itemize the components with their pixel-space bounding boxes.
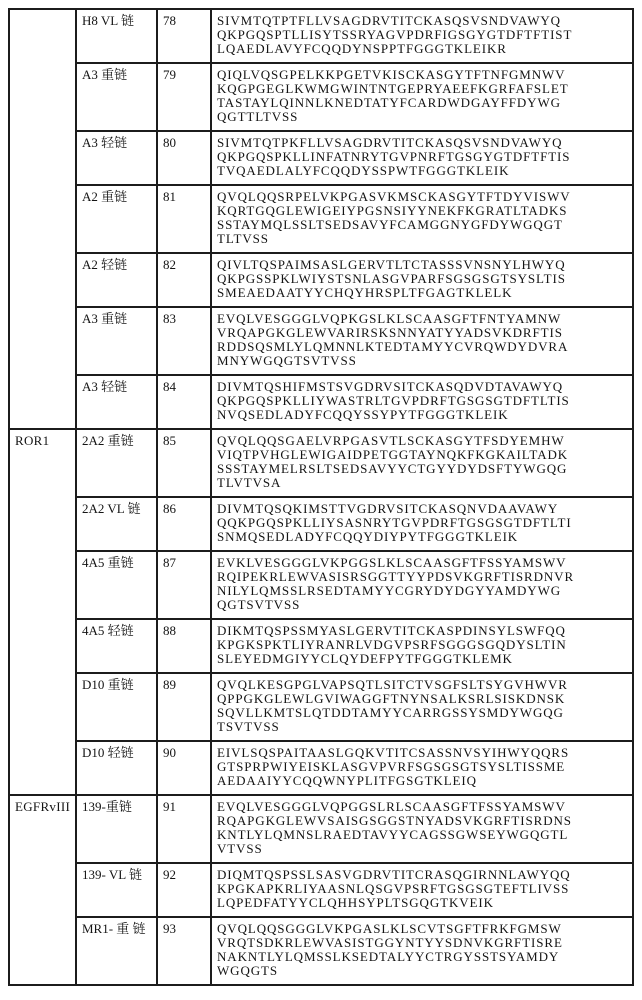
seq-id-cell: 90 [157,741,211,795]
sequence-cell: QIVLTQSPAIMSASLGERVTLTCTASSSVNSNYLHWYQ QKPGSSPKLWIYSTSNLASGVPARFSGSGSGTSYSLTIS SMEAEDAATYYCHQYHRSPLTFGAGTKLELK [211,253,633,307]
seq-id-cell: 84 [157,375,211,429]
sequence-cell: SIVMTQTPKFLLVSAGDRVTITCKASQSVSNDVAWYQ QKPGQSPKLLINFATNRYTGVPNRFTGSGYGTDFTFTIS TVQAEDLALYFCQQDYSSPWTFGGGTKLEIK [211,131,633,185]
chain-name-cell: D10 重链 [76,673,157,741]
table-row [9,551,633,619]
antigen-cell: ROR1 [9,429,76,795]
sequence-cell: DIQMTQSPSSLSASVGDRVTITCRASQGIRNNLAWYQQ KPGKAPKRLIYAASNLQSGVPSRFTGSGSGTEFTLIVSS LQPEDFATYYCLQHHSYPLTSGQGTKVEIK [211,863,633,917]
sequence-cell: SIVMTQTPTFLLVSAGDRVTITCKASQSVSNDVAWYQ QKPGQSPTLLISYTSSRYAGVPDRFIGSGYGTDFTFTIST LQAEDLAVYFCQQDYNSPPTFGGGTKLEIKR [211,9,633,63]
chain-name-cell: MR1- 重 链 [76,917,157,985]
seq-id-cell: 82 [157,253,211,307]
table-row [9,497,633,551]
chain-name-cell: 139- VL 链 [76,863,157,917]
sequence-cell: DIVMTQSHIFMSTSVGDRVSITCKASQDVDTAVAWYQ QKPGQSPKLLIYWASTRLTGVPDRFTGSGSGTDFTLTIS NVQSEDLADYFCQQYSSYPYTFGGGTKLEIK [211,375,633,429]
chain-name-cell: 139-重链 [76,795,157,863]
table-row [9,9,633,63]
sequence-cell: QVQLQQSRPELVKPGASVKMSCKASGYTFTDYVISWV KQRTGQGLEWIGEIYPGSNSIYYNEKFKGRATLTADKS SSTAYMQLSSLTSEDSAVYFCAMGGNYGFDYWGQGT TLTVSS [211,185,633,253]
seq-id-cell: 79 [157,63,211,131]
chain-name-cell: D10 轻链 [76,741,157,795]
seq-id-cell: 86 [157,497,211,551]
chain-name-cell: A3 重链 [76,63,157,131]
sequence-cell: EVKLVESGGGLVKPGGSLKLSCAASGFTFSSYAMSWV RQIPEKRLEWVASISRSGGTTYYPDSVKGRFTISRDNVR NILYLQMSSLRSEDTAMYYCGRYDYDGYYAMDYWG QGTSVTVSS [211,551,633,619]
sequence-cell: QVQLQQSGGGLVKPGASLKLSCVTSGFTFRKFGMSW VRQTSDKRLEWVASISTGGYNTYYSDNVKGRFTISRE NAKNTLYLQMSSLKSEDTALYYCTRGYSSTSYAMDY WGQGTS [211,917,633,985]
chain-name-cell: H8 VL 链 [76,9,157,63]
table-row [9,307,633,375]
chain-name-cell: A3 重链 [76,307,157,375]
seq-id-cell: 89 [157,673,211,741]
seq-id-cell: 91 [157,795,211,863]
seq-id-cell: 85 [157,429,211,497]
sequence-cell: EVQLVESGGGLVQPKGSLKLSCAASGFTFNTYAMNW VRQAPGKGLEWVARIRSKSNNYATYYADSVKDRFTIS RDDSQSMLYLQMNNLKTEDTAMYYCVRQWDYDVRA MNYWGQGTSVTVSS [211,307,633,375]
sequence-cell: EVQLVESGGGLVQPGGSLRLSCAASGFTFSSYAMSWV RQAPGKGLEWVSAISGSGGSTNYADSVKGRFTISRDNS KNTLYLQMNSLRAEDTAVYYCAGSSGWSEYWGQGTL VTVSS [211,795,633,863]
seq-id-cell: 88 [157,619,211,673]
sequence-cell: DIKMTQSPSSMYASLGERVTITCKASPDINSYLSWFQQ KPGKSPKTLIYRANRLVDGVPSRFSGGGSGQDYSLTIN SLEYEDMGIYYCLQYDEFPYTFGGGTKLEMK [211,619,633,673]
antibody-sequence-table [8,8,634,986]
seq-id-cell: 81 [157,185,211,253]
patent-page [8,8,634,986]
sequence-cell: QIQLVQSGPELKKPGETVKISCKASGYTFTNFGMNWV KQGPGEGLKWMGWINTNTGEPRYAEEFKGRFAFSLET TASTAYLQINNLKNEDTATYFCARDWDGAYFFDYWG QGTTLTVSS [211,63,633,131]
chain-name-cell: A3 轻链 [76,131,157,185]
sequence-cell: QVQLKESGPGLVAPSQTLSITCTVSGFSLTSYGVHWVR QPPGKGLEWLGVIWAGGFTNYNSALKSRLSISKDNSK SQVLLKMTSLQTDDTAMYYCARRGSSYSMDYWGQG TSVTVSS [211,673,633,741]
chain-name-cell: A2 重链 [76,185,157,253]
chain-name-cell: 4A5 轻链 [76,619,157,673]
sequence-cell: EIVLSQSPAITAASLGQKVTITCSASSNVSYIHWYQQRS GTSPRPWIYEISKLASGVPVRFSGSGSGTSYSLTISSME AEDAAIYYCQQWNYPLITFGSGTKLEIQ [211,741,633,795]
table-row [9,863,633,917]
antigen-cell: EGFRvIII [9,795,76,985]
table-row [9,619,633,673]
table-row [9,741,633,795]
sequence-cell: QVQLQQSGAELVRPGASVTLSCKASGYTFSDYEMHW VIQTPVHGLEWIGAIDPETGGTAYNQKFKGKAILTADK SSSTAYMELRSLTSEDSAVYYCTGYYDYDSFTYWGQG TLVTVSA [211,429,633,497]
seq-id-cell: 93 [157,917,211,985]
seq-id-cell: 78 [157,9,211,63]
table-row [9,131,633,185]
sequence-cell: DIVMTQSQKIMSTTVGDRVSITCKASQNVDAAVAWY QQKPGQSPKLLIYSASNRYTGVPDRFTGSGSGTDFTLTI SNMQSEDLADYFCQQYDIYPYTFGGGTKLEIK [211,497,633,551]
chain-name-cell: A3 轻链 [76,375,157,429]
seq-id-cell: 83 [157,307,211,375]
table-row [9,429,633,497]
table-row [9,795,633,863]
chain-name-cell: 2A2 VL 链 [76,497,157,551]
table-row [9,917,633,985]
table-row [9,185,633,253]
table-row [9,253,633,307]
seq-id-cell: 87 [157,551,211,619]
chain-name-cell: 2A2 重链 [76,429,157,497]
seq-id-cell: 80 [157,131,211,185]
table-row [9,375,633,429]
seq-id-cell: 92 [157,863,211,917]
chain-name-cell: 4A5 重链 [76,551,157,619]
antigen-cell [9,9,76,429]
table-row [9,673,633,741]
chain-name-cell: A2 轻链 [76,253,157,307]
table-row [9,63,633,131]
